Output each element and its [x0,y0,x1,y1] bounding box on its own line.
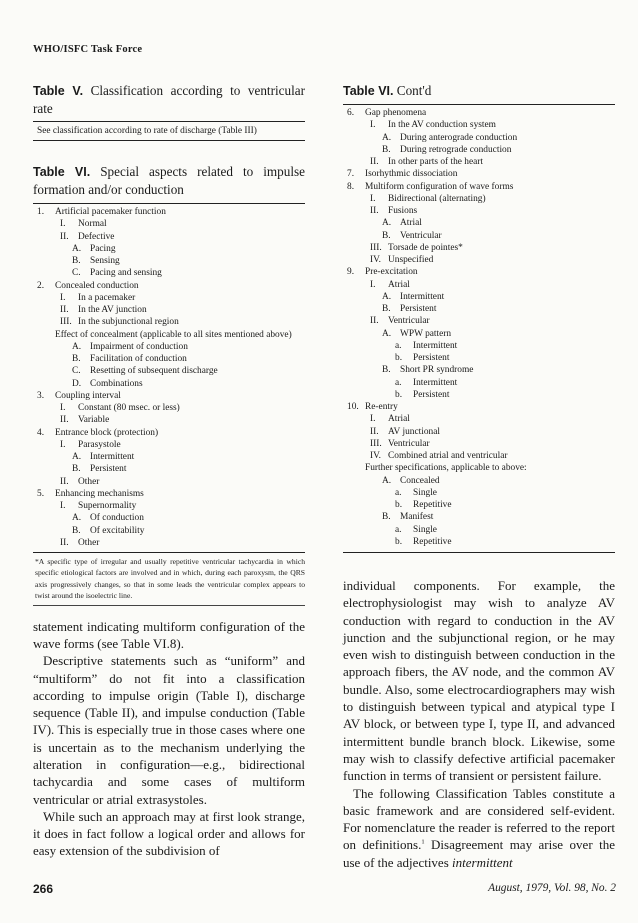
table-vi-list [33,204,305,549]
list-item: 10. Re-entry [347,402,398,412]
list-item: Further specifications, applicable to above: [365,463,527,474]
list-item: A. Of conduction [72,513,144,524]
list-item: B. Persistent [72,464,127,475]
list-item: I. Normal [60,219,107,230]
left-column [33,82,305,860]
list-item: III. Torsade de pointes* [370,242,463,253]
list-item: II. In the AV junction [60,305,147,315]
list-item: II. In other parts of the heart [370,157,484,167]
left-body-text [33,618,305,860]
list-item: II. Ventricular [370,316,430,327]
table-vi-contd-caption: Cont'd [396,83,432,98]
list-item: A. Impairment of conduction [72,341,188,352]
table-vi-contd-list [343,105,615,548]
list-item: B. Sensing [72,256,120,266]
list-item: Effect of concealment (applicable to all sites mentioned above) [55,329,292,340]
list-item: I. In a pacemaker [60,292,136,303]
footnote-rule [33,605,305,606]
list-item: 7. Isorhythmic dissociation [347,169,458,180]
body-paragraph: Descriptive statements such as “uniform” and “multiform” do not fit into a classification according to impulse origin (Table I), discharge sequence (Table II), and impulse conduction (Table IV). This is especially true in those cases where one is uncertain as to the mechanism underlying the alteration in configuration—e.g., bidirectional tachycardia and some cases of multiform ventricular or atrial extrasystoles. [33,653,305,807]
list-item: A. Pacing [72,243,116,254]
body-paragraph: statement indicating multiform configuration of the wave forms (see Table VI.8). [33,618,305,651]
table-vi-contd-bottom-rule [343,552,615,553]
list-item: B. Manifest [382,512,434,523]
list-item: I. Bidirectional (alternating) [370,193,486,204]
list-item: A. Atrial [382,218,422,229]
list-item: I. Atrial [370,414,410,425]
list-item: B. Short PR syndrome [382,365,474,376]
table-vi-title [33,163,305,198]
table-v-note: See classification according to rate of discharge (Table III) [37,126,257,136]
page-number: 266 [33,882,54,896]
table-vi-caption: Special aspects related to impulse formation and/or conduction [33,164,305,197]
list-item: 1. Artificial pacemaker function [37,207,166,217]
emphasis: intermittent [452,854,513,870]
journal-citation: August, 1979, Vol. 98, No. 2 [488,882,616,894]
right-body-text [343,577,615,871]
list-item: I. Atrial [370,279,410,290]
list-item: A. Intermittent [382,291,445,302]
list-item: III. In the subjunctional region [60,317,179,328]
table-v-title [33,82,305,117]
list-item: C. Resetting of subsequent discharge [72,366,218,377]
table-vi-label: Table VI. [33,165,91,179]
list-item: C. Pacing and sensing [72,268,162,279]
list-item: 2. Concealed conduction [37,280,139,291]
list-item: 8. Multiform configuration of wave forms [347,181,514,192]
list-item: I. Constant (80 msec. or less) [60,403,180,413]
list-item: II. Other [60,537,100,548]
body-paragraph: The following Classification Tables constitute a basic framework and are considered self-evident. For nomenclature the reader is referred to the report on definitions.$^1$ Disagreement may arise over the use of the adjectives intermittent [343,785,615,870]
list-item: II. Other [60,476,100,487]
table-vi-contd-label: Table VI. [343,84,394,98]
list-item: b. Repetitive [395,536,452,547]
table-vi-footnote: *A specific type of irregular and usually repetitive ventricular tachycardia in which specific etiological factors are involved and in which, during each paroxysm, the QRS axis progressively changes, so that in some leads the ventricular complex appears to twist around the isoelectric line. [35,557,305,601]
list-item: I. Supernormality [60,501,137,511]
list-item: a. Single [395,487,437,498]
list-item: 3. Coupling interval [37,390,121,401]
list-item: I. In the AV conduction system [370,120,496,131]
list-item: II. AV junctional [370,426,440,437]
list-item: I. Parasystole [60,439,121,450]
list-item: 6. Gap phenomena [347,108,427,118]
list-item: II. Variable [60,415,110,426]
running-head: WHO/ISFC Task Force [33,44,143,55]
list-item: b. Persistent [395,353,450,363]
body-paragraph: individual components. For example, the electrophysiologist may wish to analyze AV conduction with regard to conduction in the AV junction and the subjunctional region, or he may even wish to distinguish between conduction in the approach fibers, the AV node, and the common AV bundle. Also, some electrocardiographers may wish to distinguish between typical and atypical type I AV block, or between type I, type II, and advanced intermittent bundle branch block. Likewise, some may wish to classify defective artificial pacemaker function in terms of transient or persistent failure. [343,578,615,784]
list-item: B. During retrograde conduction [382,144,512,155]
table-vi-contd [343,82,615,553]
right-column [343,82,615,871]
list-item: B. Facilitation of conduction [72,354,187,364]
list-item: a. Intermittent [395,377,458,388]
list-item: IV. Unspecified [370,255,434,265]
list-item: 9. Pre-excitation [347,267,418,278]
list-item: B. Of excitability [72,525,145,536]
table-vi-bottom-rule [33,552,305,553]
list-item: b. Repetitive [395,500,452,510]
list-item: B. Ventricular [382,230,442,241]
list-item: III. Ventricular [370,438,430,449]
list-item: A. WPW pattern [382,328,452,339]
list-item: II. Defective [60,231,115,242]
table-v-caption: Classification according to ventricular rate [33,83,306,116]
table-v-bottom-rule [33,140,305,141]
list-item: b. Persistent [395,389,450,400]
table-vi [33,163,305,606]
body-paragraph: While such an approach may at first look strange, it does in fact follow a logical order and allows for easy extension of the subdivision of [33,808,305,859]
list-item: a. Single [395,524,437,535]
list-item: A. During anterograde conduction [382,132,518,143]
list-item: 5. Enhancing mechanisms [37,488,144,499]
list-item: D. Combinations [72,378,143,389]
table-v [33,82,305,141]
table-vi-contd-title [343,82,615,100]
list-item: 4. Entrance block (protection) [37,427,159,438]
list-item: II. Fusions [370,206,418,216]
list-item: A. Intermittent [72,452,135,462]
list-item: IV. Combined atrial and ventricular [370,451,508,461]
table-v-label: Table V. [33,84,84,98]
list-item: A. Concealed [382,475,440,486]
list-item: B. Persistent [382,304,437,314]
list-item: a. Intermittent [395,340,458,351]
reference-superscript: 1 [421,839,425,847]
